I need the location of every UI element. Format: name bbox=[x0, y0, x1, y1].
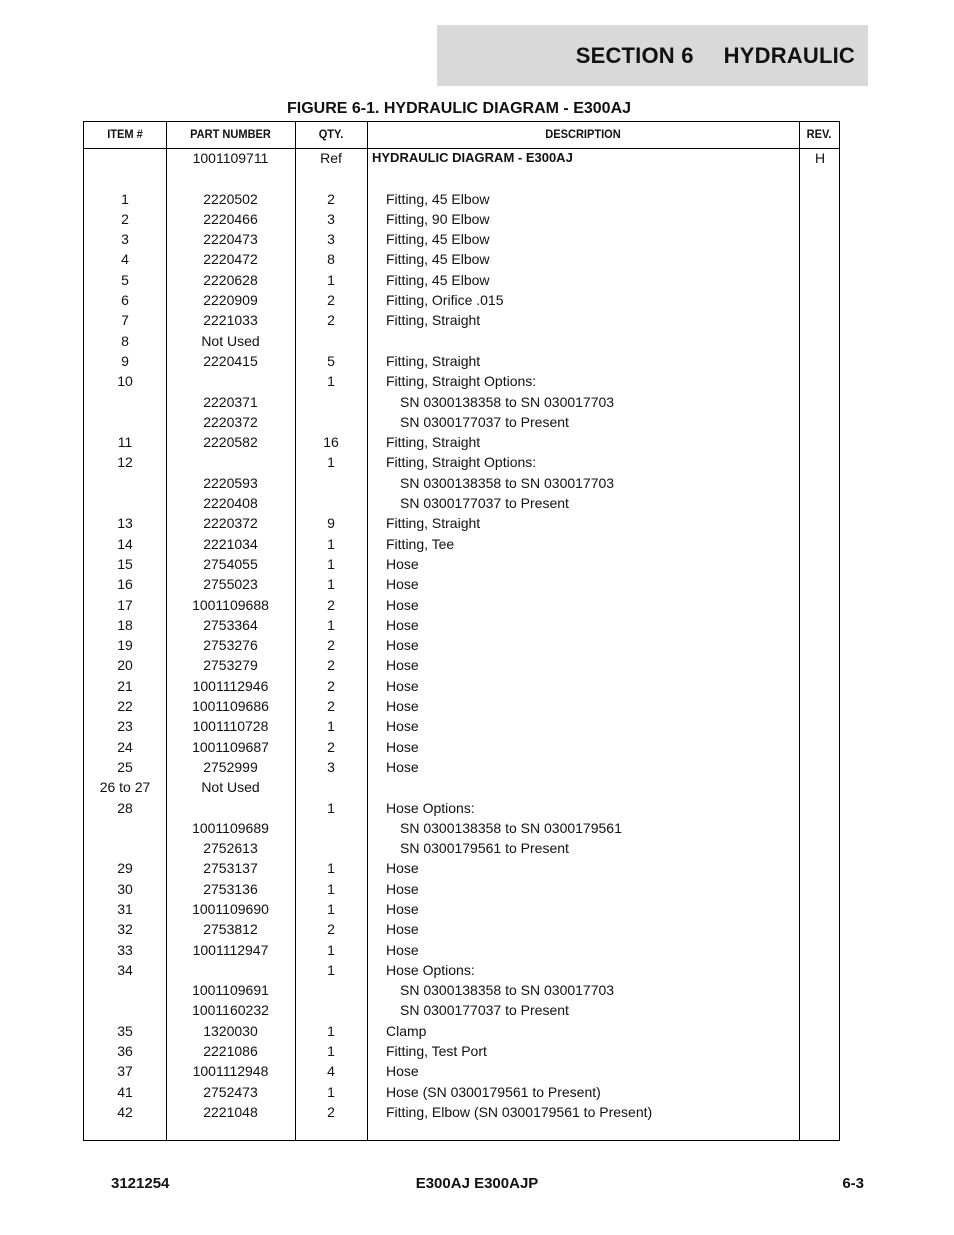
description-cell: Fitting, 90 Elbow bbox=[386, 210, 490, 227]
item-number-cell: 10 bbox=[117, 373, 133, 390]
item-number-cell: 34 bbox=[117, 961, 133, 978]
description-cell: Hose bbox=[386, 718, 419, 735]
quantity-cell: 2 bbox=[327, 698, 335, 715]
description-cell: Fitting, Straight bbox=[386, 312, 481, 329]
quantity-cell: 2 bbox=[327, 637, 335, 654]
part-number-cell: 1001109686 bbox=[192, 698, 269, 715]
part-number-cell: 2753137 bbox=[203, 860, 258, 877]
part-number-cell: 2220415 bbox=[203, 352, 258, 369]
part-number-cell: 2220408 bbox=[203, 495, 258, 512]
table-row bbox=[84, 534, 839, 554]
table-row bbox=[84, 716, 839, 736]
item-number-cell: 14 bbox=[117, 535, 133, 552]
item-number-cell: 19 bbox=[117, 637, 133, 654]
description-cell: Fitting, Straight bbox=[386, 434, 481, 451]
item-number-cell: 37 bbox=[117, 1063, 133, 1080]
quantity-cell: 2 bbox=[327, 596, 335, 613]
part-number-cell: 2220582 bbox=[203, 434, 258, 451]
part-number-cell: 2752999 bbox=[203, 758, 258, 775]
description-cell: Clamp bbox=[386, 1022, 427, 1039]
part-number-cell: 2221034 bbox=[203, 535, 258, 552]
table-row bbox=[84, 980, 839, 1000]
quantity-cell: 5 bbox=[327, 352, 335, 369]
description-cell: Fitting, Tee bbox=[386, 535, 455, 552]
section-number: SECTION 6 bbox=[575, 42, 694, 68]
table-row bbox=[84, 452, 839, 472]
item-number-cell: 18 bbox=[117, 616, 133, 633]
item-number-cell: 26 to 27 bbox=[99, 779, 151, 796]
header-item: ITEM # bbox=[107, 127, 143, 141]
item-number-cell: 2 bbox=[121, 210, 129, 227]
description-cell: SN 0300138358 to SN 030017703 bbox=[400, 393, 615, 410]
item-number-cell: 31 bbox=[117, 900, 133, 917]
quantity-cell: 1 bbox=[327, 1022, 335, 1039]
item-number-cell: 13 bbox=[117, 515, 133, 532]
quantity-cell: 1 bbox=[327, 1083, 335, 1100]
table-row bbox=[84, 554, 839, 574]
table-row bbox=[84, 818, 839, 838]
description-cell: Fitting, Straight bbox=[386, 352, 481, 369]
item-number-cell: 28 bbox=[117, 799, 133, 816]
part-number-cell: 2221086 bbox=[203, 1043, 258, 1060]
table-row bbox=[84, 1082, 839, 1102]
item-number-cell: 21 bbox=[117, 677, 133, 694]
description-cell: Hose bbox=[386, 1063, 419, 1080]
section-title: HYDRAULIC bbox=[723, 42, 855, 68]
part-number-cell: 2753279 bbox=[203, 657, 258, 674]
table-row bbox=[84, 310, 839, 330]
quantity-cell: 1 bbox=[327, 373, 335, 390]
description-cell: Hose bbox=[386, 921, 419, 938]
quantity-cell: 1 bbox=[327, 576, 335, 593]
quantity-cell: 8 bbox=[327, 251, 335, 268]
table-row bbox=[84, 412, 839, 432]
part-number-cell: 2220372 bbox=[203, 515, 258, 532]
table-row bbox=[84, 615, 839, 635]
part-number-cell: 2753276 bbox=[203, 637, 258, 654]
footer-doc-number: 3121254 bbox=[111, 1175, 170, 1192]
quantity-cell: 1 bbox=[327, 718, 335, 735]
table-row bbox=[84, 757, 839, 777]
quantity-cell: Ref bbox=[320, 150, 342, 166]
part-number-cell: 1320030 bbox=[203, 1022, 258, 1039]
table-row bbox=[84, 798, 839, 818]
part-number-cell: 2220909 bbox=[203, 292, 258, 309]
part-number-cell: 1001112948 bbox=[192, 1063, 269, 1080]
part-number-cell: 1001109711 bbox=[192, 150, 269, 166]
quantity-cell: 1 bbox=[327, 900, 335, 917]
quantity-cell: 9 bbox=[327, 515, 335, 532]
item-number-cell: 32 bbox=[117, 921, 133, 938]
item-number-cell: 22 bbox=[117, 698, 133, 715]
part-number-cell: Not Used bbox=[201, 332, 260, 349]
part-number-cell: 2755023 bbox=[203, 576, 258, 593]
description-cell: SN 0300138358 to SN 030017703 bbox=[400, 474, 615, 491]
description-cell: Hose bbox=[386, 698, 419, 715]
part-number-cell: 2753364 bbox=[203, 616, 258, 633]
table-row bbox=[84, 189, 839, 209]
table-row bbox=[84, 331, 839, 351]
item-number-cell: 17 bbox=[117, 596, 133, 613]
part-number-cell: 2221033 bbox=[203, 312, 258, 329]
quantity-cell: 2 bbox=[327, 677, 335, 694]
table-row bbox=[84, 209, 839, 229]
part-number-cell: 1001109689 bbox=[192, 819, 269, 836]
quantity-cell: 1 bbox=[327, 555, 335, 572]
table-row bbox=[84, 148, 839, 168]
part-number-cell: 2220628 bbox=[203, 271, 258, 288]
table-row bbox=[84, 940, 839, 960]
item-number-cell: 15 bbox=[117, 555, 133, 572]
quantity-cell: 2 bbox=[327, 312, 335, 329]
description-cell: Hose bbox=[386, 576, 419, 593]
footer-models: E300AJ E300AJP bbox=[415, 1175, 539, 1192]
description-cell: SN 0300177037 to Present bbox=[400, 1002, 569, 1019]
table-row bbox=[84, 513, 839, 533]
description-cell: Hose bbox=[386, 941, 419, 958]
description-cell: Hose bbox=[386, 860, 419, 877]
table-row bbox=[84, 1061, 839, 1081]
table-row bbox=[84, 1021, 839, 1041]
part-number-cell: 1001160232 bbox=[192, 1002, 269, 1019]
description-cell: SN 0300179561 to Present bbox=[400, 840, 569, 857]
description-cell: Fitting, Elbow (SN 0300179561 to Present) bbox=[386, 1103, 653, 1120]
item-number-cell: 35 bbox=[117, 1022, 133, 1039]
table-row bbox=[84, 737, 839, 757]
table-row bbox=[84, 696, 839, 716]
header-qty: QTY. bbox=[318, 127, 344, 141]
table-row bbox=[84, 858, 839, 878]
item-number-cell: 12 bbox=[117, 454, 133, 471]
item-number-cell: 36 bbox=[117, 1043, 133, 1060]
part-number-cell: 2754055 bbox=[203, 555, 258, 572]
header-part-number: PART NUMBER bbox=[190, 127, 271, 141]
table-body bbox=[84, 148, 839, 1122]
table-row bbox=[84, 960, 839, 980]
part-number-cell: 2220502 bbox=[203, 190, 258, 207]
item-number-cell: 4 bbox=[121, 251, 129, 268]
quantity-cell: 1 bbox=[327, 941, 335, 958]
description-cell: Hose bbox=[386, 555, 419, 572]
part-number-cell: 2220473 bbox=[203, 231, 258, 248]
quantity-cell: 2 bbox=[327, 190, 335, 207]
description-cell: HYDRAULIC DIAGRAM - E300AJ bbox=[372, 150, 573, 165]
quantity-cell: 3 bbox=[327, 758, 335, 775]
description-cell: SN 0300138358 to SN 030017703 bbox=[400, 982, 615, 999]
description-cell: SN 0300177037 to Present bbox=[400, 495, 569, 512]
description-cell: Hose bbox=[386, 880, 419, 897]
table-row bbox=[84, 493, 839, 513]
header-rev: REV. bbox=[806, 127, 832, 141]
item-number-cell: 11 bbox=[117, 434, 133, 451]
description-cell: Fitting, 45 Elbow bbox=[386, 190, 490, 207]
table-row bbox=[84, 919, 839, 939]
description-cell: SN 0300138358 to SN 0300179561 bbox=[400, 819, 622, 836]
item-number-cell: 8 bbox=[121, 332, 129, 349]
description-cell: Hose bbox=[386, 637, 419, 654]
description-cell: Fitting, 45 Elbow bbox=[386, 271, 490, 288]
part-number-cell: 2752613 bbox=[203, 840, 258, 857]
revision-cell: H bbox=[814, 150, 826, 166]
part-number-cell: 1001109691 bbox=[192, 982, 269, 999]
quantity-cell: 1 bbox=[327, 1043, 335, 1060]
part-number-cell: 1001110728 bbox=[192, 718, 269, 735]
description-cell: Hose bbox=[386, 677, 419, 694]
item-number-cell: 9 bbox=[121, 352, 129, 369]
table-row bbox=[84, 473, 839, 493]
quantity-cell: 2 bbox=[327, 292, 335, 309]
quantity-cell: 2 bbox=[327, 921, 335, 938]
quantity-cell: 1 bbox=[327, 961, 335, 978]
quantity-cell: 16 bbox=[323, 434, 339, 451]
quantity-cell: 1 bbox=[327, 860, 335, 877]
part-number-cell: 2753812 bbox=[203, 921, 258, 938]
table-row bbox=[84, 1000, 839, 1020]
quantity-cell: 3 bbox=[327, 231, 335, 248]
quantity-cell: 2 bbox=[327, 1103, 335, 1120]
item-number-cell: 16 bbox=[117, 576, 133, 593]
item-number-cell: 6 bbox=[121, 292, 129, 309]
table-row bbox=[84, 371, 839, 391]
part-number-cell: 2220371 bbox=[203, 393, 258, 410]
table-row bbox=[84, 168, 839, 188]
item-number-cell: 41 bbox=[117, 1083, 133, 1100]
table-row bbox=[84, 574, 839, 594]
part-number-cell: 2220372 bbox=[203, 413, 258, 430]
table-row bbox=[84, 899, 839, 919]
part-number-cell: 2753136 bbox=[203, 880, 258, 897]
part-number-cell: 2220593 bbox=[203, 474, 258, 491]
table-row bbox=[84, 290, 839, 310]
description-cell: Fitting, Straight bbox=[386, 515, 481, 532]
table-row bbox=[84, 351, 839, 371]
item-number-cell: 3 bbox=[121, 231, 129, 248]
item-number-cell: 20 bbox=[117, 657, 133, 674]
description-cell: Fitting, 45 Elbow bbox=[386, 251, 490, 268]
description-cell: Hose bbox=[386, 616, 419, 633]
description-cell: Hose bbox=[386, 657, 419, 674]
description-cell: Hose Options: bbox=[386, 799, 475, 816]
table-row bbox=[84, 229, 839, 249]
quantity-cell: 1 bbox=[327, 799, 335, 816]
table-row bbox=[84, 676, 839, 696]
quantity-cell: 1 bbox=[327, 271, 335, 288]
table-row bbox=[84, 1041, 839, 1061]
part-number-cell: 2220472 bbox=[203, 251, 258, 268]
description-cell: Hose bbox=[386, 758, 419, 775]
item-number-cell: 42 bbox=[117, 1103, 133, 1120]
description-cell: Hose bbox=[386, 596, 419, 613]
item-number-cell: 29 bbox=[117, 860, 133, 877]
item-number-cell: 30 bbox=[117, 880, 133, 897]
quantity-cell: 1 bbox=[327, 880, 335, 897]
description-cell: Hose bbox=[386, 900, 419, 917]
footer-page-number: 6-3 bbox=[842, 1175, 864, 1192]
table-row bbox=[84, 249, 839, 269]
quantity-cell: 4 bbox=[327, 1063, 335, 1080]
table-row bbox=[84, 270, 839, 290]
part-number-cell: 2220466 bbox=[203, 210, 258, 227]
item-number-cell: 7 bbox=[121, 312, 129, 329]
description-cell: Hose bbox=[386, 738, 419, 755]
item-number-cell: 24 bbox=[117, 738, 133, 755]
quantity-cell: 1 bbox=[327, 535, 335, 552]
description-cell: Fitting, Test Port bbox=[386, 1043, 487, 1060]
description-cell: Fitting, Straight Options: bbox=[386, 373, 537, 390]
description-cell: Fitting, 45 Elbow bbox=[386, 231, 490, 248]
part-number-cell: 2221048 bbox=[203, 1103, 258, 1120]
item-number-cell: 25 bbox=[117, 758, 133, 775]
part-number-cell: 2752473 bbox=[203, 1083, 258, 1100]
part-number-cell: 1001112946 bbox=[192, 677, 269, 694]
item-number-cell: 33 bbox=[117, 941, 133, 958]
section-banner bbox=[437, 25, 868, 86]
quantity-cell: 1 bbox=[327, 616, 335, 633]
figure-title: FIGURE 6-1. HYDRAULIC DIAGRAM - E300AJ bbox=[286, 100, 632, 117]
description-cell: Hose Options: bbox=[386, 961, 475, 978]
part-number-cell: 1001109690 bbox=[192, 900, 269, 917]
table-row bbox=[84, 392, 839, 412]
header-description: DESCRIPTION bbox=[545, 127, 621, 141]
part-number-cell: 1001109687 bbox=[192, 738, 269, 755]
part-number-cell: Not Used bbox=[201, 779, 260, 796]
description-cell: Hose (SN 0300179561 to Present) bbox=[386, 1083, 601, 1100]
description-cell: Fitting, Orifice .015 bbox=[386, 292, 504, 309]
description-cell: SN 0300177037 to Present bbox=[400, 413, 569, 430]
table-row bbox=[84, 1102, 839, 1122]
description-cell: Fitting, Straight Options: bbox=[386, 454, 537, 471]
item-number-cell: 5 bbox=[121, 271, 129, 288]
quantity-cell: 3 bbox=[327, 210, 335, 227]
quantity-cell: 1 bbox=[327, 454, 335, 471]
quantity-cell: 2 bbox=[327, 738, 335, 755]
item-number-cell: 1 bbox=[121, 190, 129, 207]
part-number-cell: 1001109688 bbox=[192, 596, 269, 613]
item-number-cell: 23 bbox=[117, 718, 133, 735]
table-row bbox=[84, 635, 839, 655]
quantity-cell: 2 bbox=[327, 657, 335, 674]
table-row bbox=[84, 595, 839, 615]
part-number-cell: 1001112947 bbox=[192, 941, 269, 958]
table-row bbox=[84, 838, 839, 858]
parts-table bbox=[83, 121, 840, 1141]
table-row bbox=[84, 655, 839, 675]
table-row bbox=[84, 432, 839, 452]
table-row bbox=[84, 777, 839, 797]
table-row bbox=[84, 879, 839, 899]
